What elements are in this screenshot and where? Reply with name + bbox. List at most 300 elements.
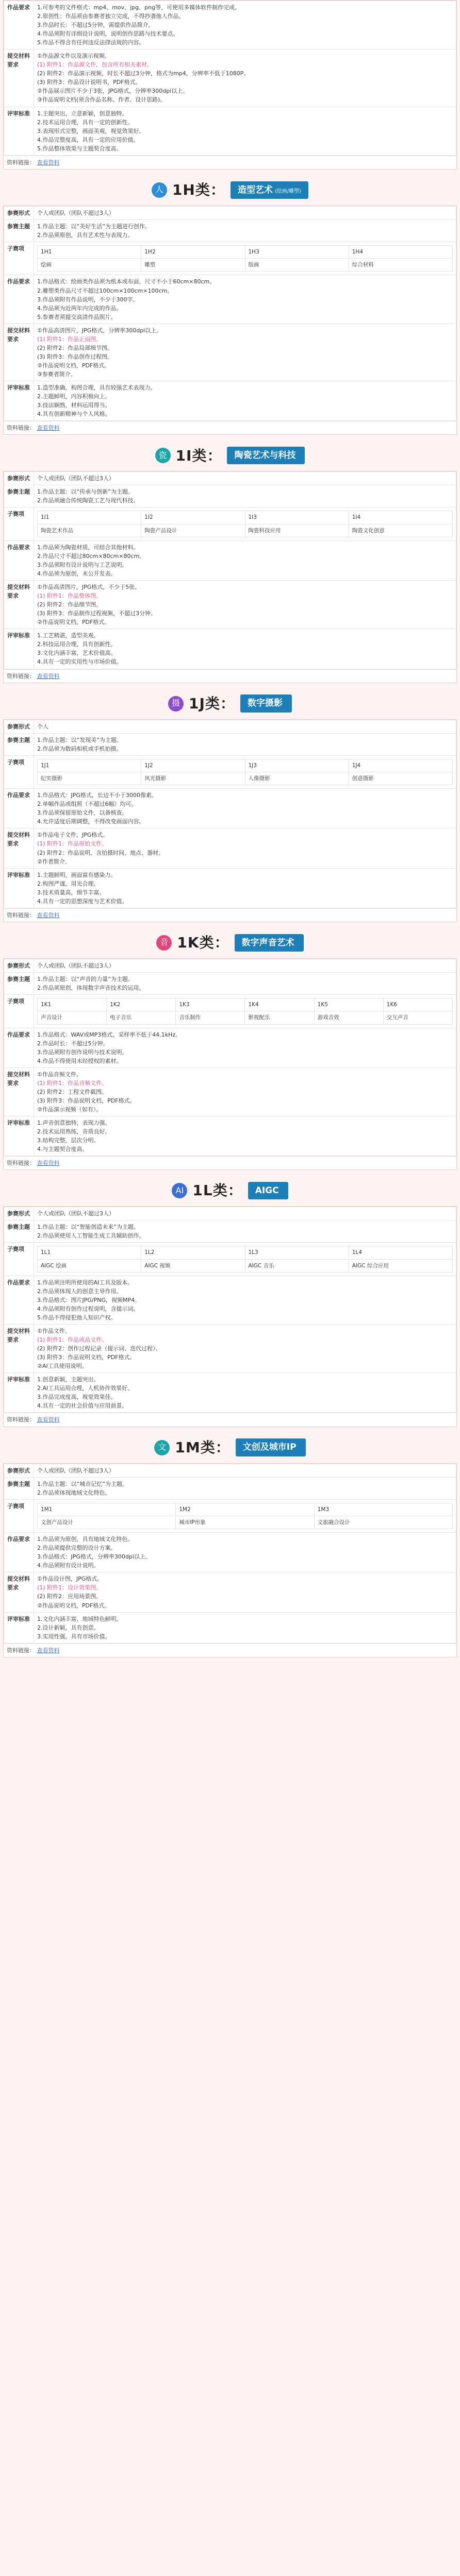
- note-link[interactable]: 查看资料: [37, 425, 60, 432]
- text-line: 2.作品时长：不超过5分钟。: [37, 1040, 109, 1047]
- text-line: ③参赛者简介。: [37, 370, 76, 378]
- text-line: 3.结构完整，层次分明。: [37, 1137, 100, 1144]
- text-line: 1.创意新颖，主题突出。: [37, 1376, 100, 1383]
- label-form: 参赛形式: [4, 1207, 34, 1221]
- text-line: (2) 附件2：作品说明，含拍摄时间、地点、器材。: [37, 849, 165, 856]
- theme-line: 2.作品须为数码相机或手机拍摄。: [37, 745, 122, 752]
- category-icon: 音: [156, 935, 172, 951]
- label-submit: 提交材料要求: [4, 1325, 34, 1373]
- category-tag: [235, 934, 304, 952]
- text-line: 3.作品须附有创作说明与技术说明。: [37, 1048, 128, 1056]
- subitem-code: 1I2: [141, 511, 245, 524]
- text-line: ①作品源文件以及演示视频。: [37, 53, 110, 60]
- req-value: [34, 1276, 456, 1324]
- text-line: 3.文化内涵丰富，艺术价值高。: [37, 650, 117, 657]
- judge-value: [34, 1373, 456, 1413]
- text-line: 2.主题鲜明，内容积极向上。: [37, 393, 111, 400]
- category-title: 1J类：: [189, 694, 235, 712]
- subitem-code: 1M2: [176, 1503, 314, 1516]
- label-judge: 评审标准: [4, 107, 34, 155]
- theme-value: [34, 972, 456, 994]
- category-header: [3, 683, 457, 719]
- form-value: 个人或团队（团队不超过3人）: [34, 1464, 456, 1477]
- text-line: (2) 附件2：应用场景图。: [37, 1593, 102, 1600]
- note-link[interactable]: 查看资料: [37, 1416, 60, 1423]
- top-judge-lines: [34, 107, 456, 155]
- note-title: 资料链接：: [7, 1647, 35, 1654]
- text-line: 1.作品须注明所使用的AI工具及版本。: [37, 1279, 134, 1286]
- subitem-code: 1L4: [349, 1246, 452, 1259]
- text-line: 2.作品须体现人的创意主导作用。: [37, 1287, 122, 1295]
- subitem-code: 1I1: [38, 511, 141, 524]
- subitem-value: [34, 994, 456, 1028]
- category-icon: 文: [154, 1440, 170, 1455]
- theme-value: [34, 485, 456, 507]
- judge-value: [34, 629, 456, 669]
- text-line: (1) 附件1：作品正面图。: [37, 335, 102, 343]
- subitem-name: 创意摄影: [349, 772, 452, 785]
- subitem-name: 声音设计: [38, 1011, 107, 1024]
- subitem-code: 1K4: [245, 998, 314, 1011]
- category-tag-text: AIGC: [255, 1185, 279, 1196]
- text-line: 3.作品格式：JPG格式，分辨率300dpi以上。: [37, 1553, 151, 1561]
- text-line: 4.作品须为近两年内完成的作品。: [37, 304, 122, 312]
- category-card: [3, 1206, 457, 1427]
- form-value: 个人或团队（团队不超过3人）: [34, 959, 456, 972]
- text-line: (1) 附件1：作品音频文件。: [37, 1079, 108, 1087]
- label-req: 作品要求: [4, 1533, 34, 1572]
- text-line: (1) 附件1：作品整体图。: [37, 592, 102, 600]
- subitem-table: [37, 759, 453, 786]
- category-section-5: [3, 1170, 457, 1427]
- subitem-code: 1M1: [38, 1503, 176, 1516]
- subitem-name: AIGC 综合应用: [349, 1259, 452, 1272]
- category-card: [3, 1463, 457, 1657]
- subitem-code: 1M3: [314, 1503, 452, 1516]
- text-line: 5.作品不得侵犯他人知识产权。: [37, 1314, 117, 1321]
- top-submit-lines: [34, 49, 456, 107]
- note-title: 资料链接：: [7, 159, 35, 166]
- category-tag-text: 文创及城市IP: [242, 1442, 297, 1453]
- label-judge: 评审标准: [4, 1373, 34, 1413]
- text-line: 1.文化内涵丰富，地域特色鲜明。: [37, 1615, 122, 1622]
- subitem-code: 1K5: [314, 998, 383, 1011]
- category-tag: [231, 181, 308, 199]
- text-line: 2.技术运用熟练，音质良好。: [37, 1128, 111, 1135]
- theme-value: [34, 1221, 456, 1243]
- label-theme: 参赛主题: [4, 733, 34, 755]
- subitem-codes-row: [38, 511, 453, 524]
- top-req-lines: [34, 1, 456, 49]
- category-header: [3, 435, 457, 471]
- text-line: 1.作品格式：绘画类作品须为纸本或布面，尺寸不小于60cm×80cm。: [37, 278, 216, 285]
- submit-value: [34, 1067, 456, 1116]
- req-value: [34, 1533, 456, 1572]
- subitem-value: [34, 755, 456, 789]
- text-line: ②作品说明文档，PDF格式。: [37, 1602, 110, 1609]
- label-theme: 参赛主题: [4, 1477, 34, 1499]
- note-title: 资料链接：: [7, 672, 35, 680]
- label-submit: 提交材料要求: [4, 1067, 34, 1116]
- subitem-code: 1J1: [38, 759, 141, 772]
- subitem-name: 风光摄影: [141, 772, 245, 785]
- text-line: (3) 附件3：作品说明文档，PDF格式。: [37, 1354, 136, 1361]
- subitem-name: 电子音乐: [107, 1011, 176, 1024]
- label-form: 参赛形式: [4, 472, 34, 485]
- label-subitem: 子赛项: [4, 1243, 34, 1276]
- note-link[interactable]: 查看资料: [37, 159, 60, 166]
- label-form: 参赛形式: [4, 206, 34, 219]
- category-header: [3, 1427, 457, 1463]
- text-line: 1.造型准确，构图合理，具有较强艺术表现力。: [37, 384, 156, 391]
- subitem-name: 城市IP形象: [176, 1516, 314, 1529]
- text-line: 1.声音创意独特，表现力强。: [37, 1119, 111, 1126]
- text-line: 1.作品须为原创，具有地域文化特色。: [37, 1536, 134, 1543]
- subitem-names-row: [38, 772, 453, 785]
- label-judge: 评审标准: [4, 381, 34, 420]
- subitem-value: [34, 507, 456, 541]
- text-line: (2) 附件2：作品局部细节图。: [37, 344, 113, 351]
- subitem-name: 影视配乐: [245, 1011, 314, 1024]
- subitem-name: AIGC 绘画: [38, 1259, 141, 1272]
- label-theme: 参赛主题: [4, 1221, 34, 1243]
- label-theme: 参赛主题: [4, 485, 34, 507]
- submit-value: [34, 581, 456, 629]
- text-line: 5.作品整体效果与主题契合度高。: [37, 145, 122, 152]
- text-line: 3.作品完成度高，视觉效果佳。: [37, 1394, 117, 1401]
- text-line: ①作品高清图片，JPG格式，不少于5张。: [37, 584, 141, 591]
- note-title: 资料链接：: [7, 1160, 35, 1167]
- text-line: 4.作品须为原创，未公开发表。: [37, 570, 117, 578]
- label-judge: 评审标准: [4, 868, 34, 908]
- label-submit: 提交材料要求: [4, 581, 34, 629]
- subitem-name: 游戏音效: [314, 1011, 383, 1024]
- category-card: [3, 471, 457, 683]
- text-line: ②作者简介。: [37, 858, 71, 865]
- theme-value: [34, 733, 456, 755]
- subitem-code: 1K2: [107, 998, 176, 1011]
- label-req: 作品要求: [4, 540, 34, 580]
- note-link[interactable]: 查看资料: [37, 672, 60, 680]
- label-submit: 提交材料要求: [4, 828, 34, 868]
- subitem-name: 陶瓷艺术作品: [38, 524, 141, 537]
- text-line: 3.作品须附有设计说明与工艺说明。: [37, 561, 128, 568]
- note-title: 资料链接：: [7, 425, 35, 432]
- form-value: 个人或团队（团队不超过3人）: [34, 206, 456, 219]
- category-icon: AI: [172, 1183, 187, 1198]
- text-line: (1) 附件1：作品源文件，包含所有相关素材。: [37, 61, 153, 69]
- text-line: 4.作品完整度高，具有一定的应用价值。: [37, 136, 139, 143]
- category-section-2: [3, 435, 457, 683]
- category-icon: 瓷: [155, 448, 171, 463]
- note-row: [4, 669, 456, 683]
- text-line: 2.科技运用合理，具有创新性。: [37, 641, 117, 648]
- submit-value: [34, 324, 456, 381]
- subitem-table: [37, 1503, 453, 1530]
- label-req: 作品要求: [4, 1028, 34, 1067]
- text-line: (2) 附件2：创作过程记录（提示词、迭代过程）。: [37, 1345, 161, 1352]
- theme-line: 2.作品须使用人工智能生成工具辅助创作。: [37, 1232, 145, 1240]
- top-card: [3, 0, 457, 170]
- note-link[interactable]: 查看资料: [37, 1647, 60, 1654]
- subitem-code: 1I3: [245, 511, 349, 524]
- text-line: 4.作品须附有详细设计说明，说明创作思路与技术要点。: [37, 30, 179, 38]
- text-line: (3) 附件3：作品说明文档，PDF格式。: [37, 1097, 136, 1104]
- text-line: ①作品高清图片，JPG格式，分辨率300dpi以上。: [37, 327, 162, 334]
- form-value: 个人: [34, 720, 456, 733]
- judge-value: [34, 1612, 456, 1643]
- subitem-name: 文旅融合设计: [314, 1516, 452, 1529]
- label-judge: 评审标准: [4, 629, 34, 669]
- text-line: ②作品说明文档，PDF格式。: [37, 619, 110, 626]
- text-line: 1.作品格式：JPG格式，长边不小于3000像素。: [37, 792, 157, 799]
- subitem-codes-row: [38, 1503, 453, 1516]
- subitem-code: 1L3: [245, 1246, 349, 1259]
- subitem-table: [37, 1246, 453, 1273]
- theme-value: [34, 1477, 456, 1499]
- text-line: 4.具有一定的实用性与市场价值。: [37, 658, 122, 666]
- theme-line: 2.作品须体现地域文化特色。: [37, 1489, 111, 1496]
- category-tag: [236, 1438, 306, 1456]
- text-line: 3.作品格式：图片JPG/PNG，视频MP4。: [37, 1296, 141, 1303]
- theme-line: 1.作品主题：以“声音的力量”为主题。: [37, 975, 134, 982]
- category-section-6: [3, 1427, 457, 1657]
- theme-line: 1.作品主题：以“发现美”为主题。: [37, 736, 122, 743]
- req-value: [34, 789, 456, 828]
- subitem-code: 1K1: [38, 998, 107, 1011]
- category-tag: [248, 1182, 288, 1199]
- text-line: ②AI工具使用说明。: [37, 1363, 88, 1370]
- theme-line: 1.作品主题：以“城市记忆”为主题。: [37, 1480, 128, 1487]
- label-subitem: 子赛项: [4, 507, 34, 541]
- subitem-code: 1J2: [141, 759, 245, 772]
- category-header: [3, 1170, 457, 1206]
- text-line: ①作品音频文件。: [37, 1071, 82, 1078]
- note-row: [4, 1643, 456, 1657]
- text-line: (3) 附件3：作品制作过程视频，不超过3分钟。: [37, 610, 157, 617]
- subitem-name: 版画: [245, 259, 349, 272]
- subitem-name: 纪实摄影: [38, 772, 141, 785]
- subitem-name: 陶瓷文化创意: [349, 524, 452, 537]
- text-line: ②作品说明文档，PDF格式。: [37, 362, 110, 369]
- text-line: 2.作品尺寸不超过80cm×80cm×80cm。: [37, 552, 145, 560]
- note-title: 资料链接：: [7, 1416, 35, 1423]
- note-row: [4, 1156, 456, 1170]
- text-line: 3.作品须附有作品说明，不少于300字。: [37, 296, 139, 303]
- subitem-code: 1H4: [349, 245, 452, 258]
- text-line: 3.实用性强，具有市场价值。: [37, 1633, 111, 1640]
- subitem-name: 雕塑: [141, 259, 245, 272]
- category-section-4: [3, 922, 457, 1170]
- req-value: [34, 1028, 456, 1067]
- text-line: 1.作品格式：WAV或MP3格式，采样率不低于44.1kHz。: [37, 1031, 182, 1038]
- text-line: ①作品设计图，JPG格式。: [37, 1575, 103, 1583]
- subitem-table: [37, 511, 453, 537]
- subitem-names-row: [38, 1259, 453, 1272]
- label-submit: 提交材料要求: [4, 324, 34, 381]
- subitem-names-row: [38, 259, 453, 272]
- text-line: (1) 附件1：作品成品文件。: [37, 1336, 108, 1344]
- text-line: 2.技术运用合理，具有一定的创新性。: [37, 118, 134, 126]
- text-line: 4.具有一定的社会价值与应用前景。: [37, 1402, 128, 1410]
- text-line: 4.作品须附有设计说明。: [37, 1562, 100, 1569]
- theme-line: 1.作品主题：以“智能创造未来”为主题。: [37, 1224, 139, 1231]
- text-line: 1.可参考的文件格式：mp4、mov、jpg、png等，可使用多媒体软件制作完成。: [37, 4, 241, 11]
- text-line: 4.具有一定的思想深度与艺术价值。: [37, 897, 128, 905]
- subitem-names-row: [38, 524, 453, 537]
- label-subitem: 子赛项: [4, 242, 34, 275]
- label-req: 作品要求: [4, 275, 34, 324]
- subitem-code: 1J4: [349, 759, 452, 772]
- subitem-value: [34, 1243, 456, 1276]
- label-subitem: 子赛项: [4, 994, 34, 1028]
- text-line: 4.允许适度后期调整，不得改变画面内容。: [37, 818, 145, 825]
- category-tag-text: 数字声音艺术: [241, 937, 294, 948]
- theme-line: 1.作品主题：以“传承与创新”为主题。: [37, 488, 134, 496]
- submit-value: [34, 1572, 456, 1612]
- category-icon: 人: [152, 182, 167, 198]
- subitem-codes-row: [38, 998, 453, 1011]
- text-line: 3.表现形式完整，画面美观，视觉效果好。: [37, 127, 145, 134]
- label-submit: 提交材料要求: [4, 1572, 34, 1612]
- text-line: ②作品演示视频（如有）。: [37, 1106, 102, 1113]
- category-title: 1K类：: [177, 934, 229, 952]
- subitem-name: 综合材料: [349, 259, 452, 272]
- text-line: ②作品展示图片不少于3张，JPG格式，分辨率300dpi以上。: [37, 88, 189, 95]
- subitem-code: 1L2: [141, 1246, 245, 1259]
- subitem-code: 1H2: [141, 245, 245, 258]
- text-line: 4.作品须附有创作过程说明，含提示词。: [37, 1305, 139, 1312]
- subitem-name: 陶瓷产品设计: [141, 524, 245, 537]
- text-line: (3) 附件3：作品设计说明书，PDF格式。: [37, 79, 141, 86]
- label-judge: 评审标准: [4, 1612, 34, 1643]
- theme-line: 1.作品主题：以“美好生活”为主题进行创作。: [37, 223, 151, 230]
- label-req: 作品要求: [4, 1, 34, 49]
- text-line: (2) 附件2：作品细节图。: [37, 601, 102, 608]
- text-line: 2.原创性：作品须由参赛者独立完成，不得抄袭他人作品。: [37, 13, 185, 20]
- category-icon: 摄: [168, 696, 184, 711]
- text-line: (2) 附件2：工程文件截图。: [37, 1088, 108, 1095]
- category-tag-paren: (绘画/雕塑): [274, 188, 302, 194]
- label-subitem: 子赛项: [4, 1499, 34, 1533]
- text-line: 5.作品不得含有任何违反法律法规的内容。: [37, 39, 145, 46]
- category-header: [3, 170, 457, 206]
- note-row: [4, 421, 456, 434]
- text-line: 5.参赛者须提交高清作品照片。: [37, 313, 117, 320]
- subitem-codes-row: [38, 245, 453, 258]
- label-subitem: 子赛项: [4, 755, 34, 789]
- label-req: 作品要求: [4, 1276, 34, 1324]
- note-title: 资料链接：: [7, 911, 35, 919]
- category-title: 1M类：: [175, 1438, 231, 1456]
- form-value: 个人或团队（团队不超过3人）: [34, 472, 456, 485]
- category-tag: [227, 447, 305, 464]
- text-line: 2.设计新颖，具有创意。: [37, 1624, 100, 1631]
- subitem-codes-row: [38, 1246, 453, 1259]
- text-line: 1.作品须为陶瓷材质，可结合其他材料。: [37, 544, 139, 551]
- subitem-name: 绘画: [38, 259, 141, 272]
- text-line: ③作品说明文档(须含作品名称、作者、设计思路)。: [37, 96, 166, 104]
- category-tag: [240, 694, 292, 712]
- note-link[interactable]: 查看资料: [37, 911, 60, 919]
- subitem-value: [34, 1499, 456, 1533]
- text-line: 4.作品不得使用未经授权的素材。: [37, 1057, 122, 1064]
- text-line: 1.工艺精湛，造型美观。: [37, 632, 100, 639]
- category-section-3: [3, 683, 457, 922]
- text-line: 2.构图严谨，用光合理。: [37, 880, 100, 887]
- text-line: 2.雕塑类作品尺寸不超过100cm×100cm×100cm。: [37, 287, 173, 294]
- text-line: 3.作品须保留原始文件，以备核查。: [37, 809, 128, 817]
- submit-value: [34, 828, 456, 868]
- note-row: [4, 156, 456, 169]
- text-line: 2.作品须提供完整的设计方案。: [37, 1545, 117, 1552]
- subitem-table: [37, 998, 453, 1025]
- label-theme: 参赛主题: [4, 219, 34, 242]
- subitem-codes-row: [38, 759, 453, 772]
- text-line: 3.技法娴熟，材料运用得当。: [37, 402, 111, 409]
- text-line: 4.与主题契合度高。: [37, 1146, 88, 1153]
- category-header: [3, 922, 457, 958]
- theme-line: 2.作品须原创，体现数字声音技术的运用。: [37, 984, 145, 991]
- subitem-name: 交互声音: [383, 1011, 452, 1024]
- subitem-name: 人像摄影: [245, 772, 349, 785]
- subitem-code: 1H1: [38, 245, 141, 258]
- category-section-1: [3, 170, 457, 435]
- theme-value: [34, 219, 456, 242]
- text-line: 2.单幅作品或组照（不超过6幅）均可。: [37, 801, 137, 808]
- note-link[interactable]: 查看资料: [37, 1160, 60, 1167]
- label-judge: 评审标准: [4, 1116, 34, 1156]
- subitem-code: 1K6: [383, 998, 452, 1011]
- category-tag-text: 造型艺术: [237, 184, 273, 195]
- note-row: [4, 908, 456, 922]
- form-value: 个人或团队（团队不超过3人）: [34, 1207, 456, 1221]
- label-theme: 参赛主题: [4, 972, 34, 994]
- subitem-value: [34, 242, 456, 275]
- subitem-name: AIGC 视频: [141, 1259, 245, 1272]
- category-card: [3, 958, 457, 1170]
- text-line: 1.主题突出，立意新颖，创意独特。: [37, 110, 128, 117]
- text-line: 3.作品时长：不超过5分钟，需提供作品简介。: [37, 22, 154, 29]
- category-card: [3, 719, 457, 922]
- judge-value: [34, 868, 456, 908]
- subitem-name: 音乐制作: [176, 1011, 245, 1024]
- text-line: (2) 附件2：作品演示视频，时长不超过3分钟，格式为mp4，分辨率不低于1080P。: [37, 70, 250, 77]
- text-line: 1.主题鲜明，画面富有感染力。: [37, 871, 117, 878]
- label-form: 参赛形式: [4, 1464, 34, 1477]
- label-form: 参赛形式: [4, 959, 34, 972]
- category-title: 1I类：: [175, 447, 222, 464]
- category-tag-text: 陶瓷艺术与科技: [234, 450, 296, 461]
- subitem-names-row: [38, 1011, 453, 1024]
- text-line: (1) 附件1：作品原始文件。: [37, 840, 108, 848]
- req-value: [34, 540, 456, 580]
- text-line: 4.具有创新精神与个人风格。: [37, 411, 111, 418]
- label-form: 参赛形式: [4, 720, 34, 733]
- subitem-name: 陶瓷科技应用: [245, 524, 349, 537]
- judge-value: [34, 1116, 456, 1156]
- subitem-table: [37, 245, 453, 272]
- subitem-code: 1L1: [38, 1246, 141, 1259]
- text-line: ①作品电子文件，JPG格式。: [37, 832, 109, 839]
- text-line: (3) 附件3：作品创作过程图。: [37, 353, 113, 360]
- subitem-name: 文创产品设计: [38, 1516, 176, 1529]
- judge-value: [34, 381, 456, 420]
- text-line: (1) 附件1：设计效果图。: [37, 1584, 102, 1591]
- submit-value: [34, 1325, 456, 1373]
- theme-line: 2.作品须原创，具有艺术性与表现力。: [37, 231, 134, 239]
- subitem-names-row: [38, 1516, 453, 1529]
